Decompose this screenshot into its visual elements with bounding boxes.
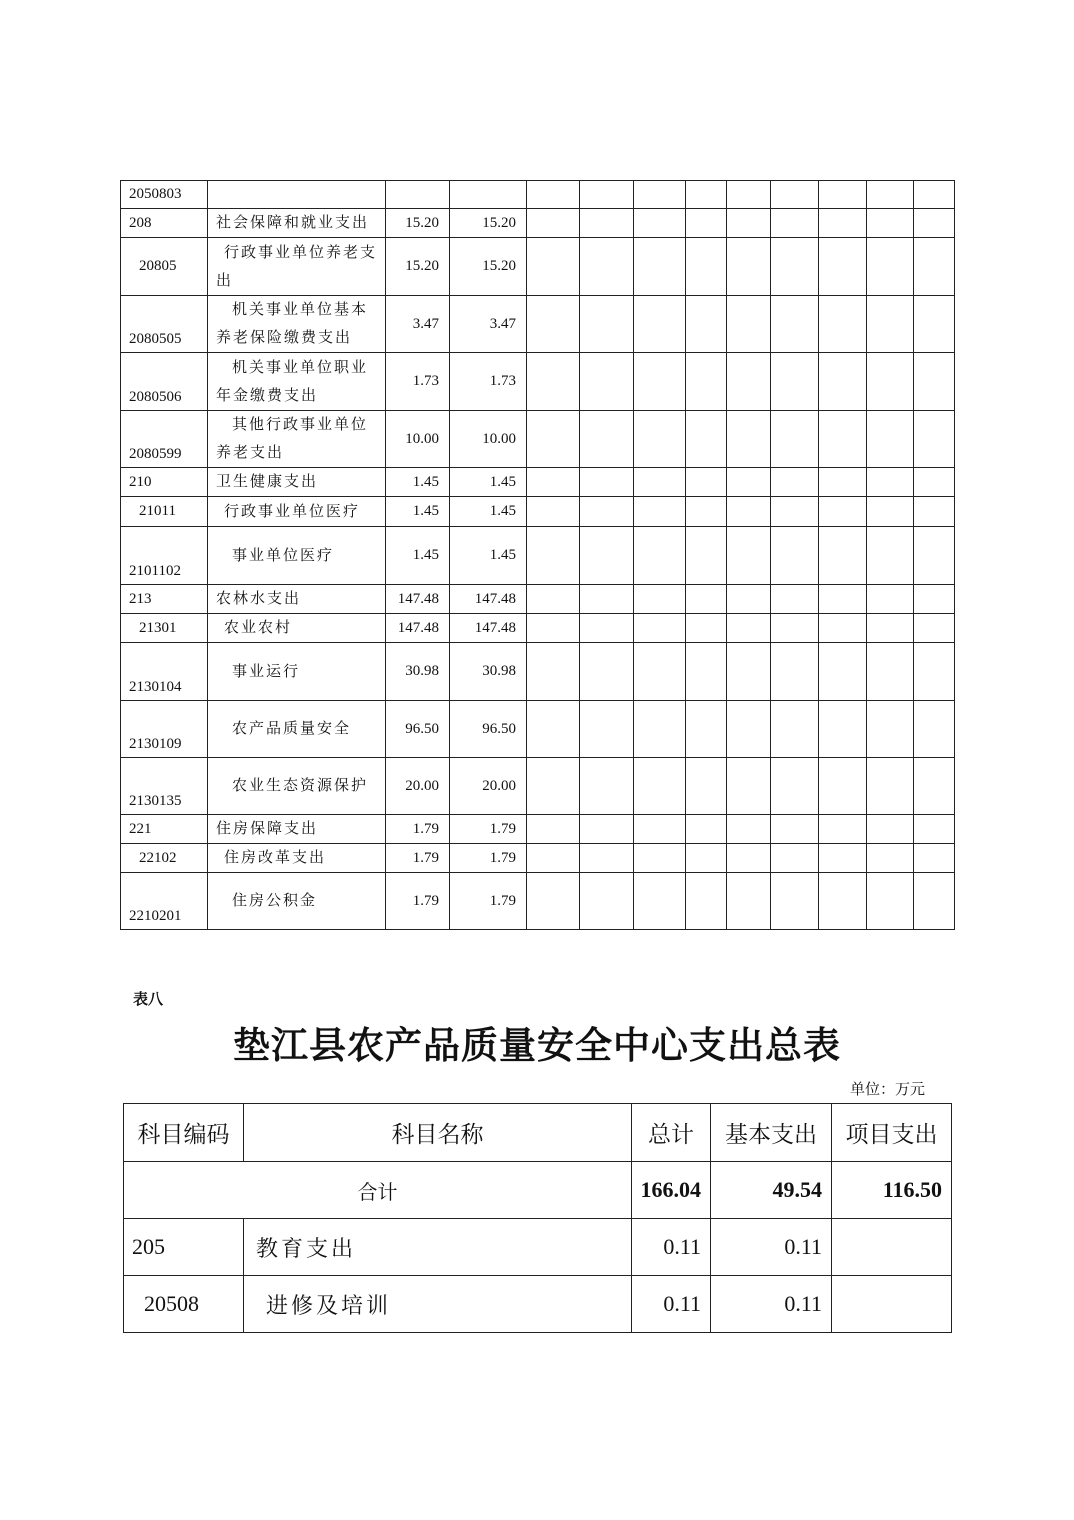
row-code: 2050803 bbox=[121, 181, 208, 209]
row-basic: 1.45 bbox=[450, 497, 527, 527]
empty-cell bbox=[819, 468, 867, 497]
row-name: 卫生健康支出 bbox=[208, 468, 386, 497]
expense-table-continued bbox=[120, 180, 955, 930]
empty-cell bbox=[686, 209, 727, 238]
empty-cell bbox=[727, 181, 771, 209]
empty-cell bbox=[727, 585, 771, 614]
empty-cell bbox=[771, 497, 819, 527]
empty-cell bbox=[634, 758, 686, 815]
row-code: 2130109 bbox=[121, 701, 208, 758]
empty-cell bbox=[914, 497, 955, 527]
empty-cell bbox=[867, 181, 914, 209]
sum-project: 116.50 bbox=[832, 1162, 952, 1219]
empty-cell bbox=[634, 238, 686, 296]
empty-cell bbox=[867, 497, 914, 527]
row-total: 147.48 bbox=[386, 614, 450, 643]
row-name: 农业生态资源保护 bbox=[208, 758, 386, 815]
empty-cell bbox=[580, 497, 634, 527]
row-code: 20508 bbox=[124, 1276, 244, 1333]
table-row bbox=[124, 1219, 952, 1276]
empty-cell bbox=[527, 643, 580, 701]
empty-cell bbox=[914, 181, 955, 209]
empty-cell bbox=[527, 614, 580, 643]
empty-cell bbox=[867, 701, 914, 758]
row-total: 20.00 bbox=[386, 758, 450, 815]
empty-cell bbox=[686, 585, 727, 614]
row-total: 15.20 bbox=[386, 209, 450, 238]
empty-cell bbox=[914, 873, 955, 930]
row-name: 机关事业单位基本养老保险缴费支出 bbox=[208, 296, 386, 353]
row-name: 农业农村 bbox=[208, 614, 386, 643]
row-total: 1.79 bbox=[386, 844, 450, 873]
empty-cell bbox=[819, 758, 867, 815]
row-code: 2080506 bbox=[121, 353, 208, 411]
sum-row bbox=[124, 1162, 952, 1219]
empty-cell bbox=[727, 815, 771, 844]
row-basic: 0.11 bbox=[711, 1276, 832, 1333]
empty-cell bbox=[727, 873, 771, 930]
row-code: 205 bbox=[124, 1219, 244, 1276]
empty-cell bbox=[771, 643, 819, 701]
header-project: 项目支出 bbox=[832, 1104, 952, 1162]
empty-cell bbox=[727, 353, 771, 411]
empty-cell bbox=[580, 643, 634, 701]
empty-cell bbox=[580, 758, 634, 815]
row-name: 农产品质量安全 bbox=[208, 701, 386, 758]
table-row bbox=[121, 815, 955, 844]
row-basic: 1.45 bbox=[450, 527, 527, 585]
empty-cell bbox=[867, 209, 914, 238]
row-code: 208 bbox=[121, 209, 208, 238]
empty-cell bbox=[686, 181, 727, 209]
table-row bbox=[121, 614, 955, 643]
empty-cell bbox=[580, 238, 634, 296]
table-row bbox=[121, 181, 955, 209]
header-name: 科目名称 bbox=[244, 1104, 632, 1162]
empty-cell bbox=[819, 815, 867, 844]
row-basic: 1.79 bbox=[450, 873, 527, 930]
row-total: 1.73 bbox=[386, 353, 450, 411]
empty-cell bbox=[771, 614, 819, 643]
empty-cell bbox=[686, 497, 727, 527]
row-total: 1.45 bbox=[386, 527, 450, 585]
empty-cell bbox=[686, 614, 727, 643]
empty-cell bbox=[634, 468, 686, 497]
empty-cell bbox=[686, 468, 727, 497]
row-name: 教育支出 bbox=[244, 1219, 632, 1276]
empty-cell bbox=[771, 701, 819, 758]
row-code: 2130135 bbox=[121, 758, 208, 815]
empty-cell bbox=[686, 701, 727, 758]
empty-cell bbox=[580, 701, 634, 758]
empty-cell bbox=[527, 209, 580, 238]
row-total bbox=[386, 181, 450, 209]
empty-cell bbox=[771, 238, 819, 296]
empty-cell bbox=[771, 411, 819, 468]
empty-cell bbox=[527, 181, 580, 209]
row-total: 96.50 bbox=[386, 701, 450, 758]
empty-cell bbox=[634, 181, 686, 209]
empty-cell bbox=[634, 411, 686, 468]
empty-cell bbox=[527, 468, 580, 497]
empty-cell bbox=[914, 844, 955, 873]
row-basic bbox=[450, 181, 527, 209]
empty-cell bbox=[580, 411, 634, 468]
row-basic: 1.79 bbox=[450, 815, 527, 844]
empty-cell bbox=[914, 701, 955, 758]
row-basic: 10.00 bbox=[450, 411, 527, 468]
row-name: 行政事业单位医疗 bbox=[208, 497, 386, 527]
row-total: 30.98 bbox=[386, 643, 450, 701]
empty-cell bbox=[771, 873, 819, 930]
row-name: 机关事业单位职业年金缴费支出 bbox=[208, 353, 386, 411]
empty-cell bbox=[867, 238, 914, 296]
table-row bbox=[121, 527, 955, 585]
empty-cell bbox=[914, 614, 955, 643]
empty-cell bbox=[527, 758, 580, 815]
empty-cell bbox=[867, 758, 914, 815]
empty-cell bbox=[914, 411, 955, 468]
expense-summary-table bbox=[123, 1103, 952, 1333]
row-project bbox=[832, 1276, 952, 1333]
empty-cell bbox=[867, 353, 914, 411]
row-name bbox=[208, 181, 386, 209]
empty-cell bbox=[914, 468, 955, 497]
empty-cell bbox=[727, 411, 771, 468]
empty-cell bbox=[771, 209, 819, 238]
table-row bbox=[121, 497, 955, 527]
table-row bbox=[121, 209, 955, 238]
row-basic: 1.79 bbox=[450, 844, 527, 873]
empty-cell bbox=[914, 353, 955, 411]
empty-cell bbox=[686, 815, 727, 844]
row-name: 住房保障支出 bbox=[208, 815, 386, 844]
row-code: 2210201 bbox=[121, 873, 208, 930]
header-basic: 基本支出 bbox=[711, 1104, 832, 1162]
empty-cell bbox=[527, 353, 580, 411]
row-code: 2101102 bbox=[121, 527, 208, 585]
row-total: 15.20 bbox=[386, 238, 450, 296]
empty-cell bbox=[867, 643, 914, 701]
table-row bbox=[121, 643, 955, 701]
row-basic: 20.00 bbox=[450, 758, 527, 815]
empty-cell bbox=[867, 815, 914, 844]
row-total: 1.79 bbox=[386, 815, 450, 844]
row-code: 2080599 bbox=[121, 411, 208, 468]
row-code: 2130104 bbox=[121, 643, 208, 701]
empty-cell bbox=[819, 296, 867, 353]
sum-total: 166.04 bbox=[632, 1162, 711, 1219]
empty-cell bbox=[634, 296, 686, 353]
empty-cell bbox=[686, 238, 727, 296]
empty-cell bbox=[727, 614, 771, 643]
table-row bbox=[121, 296, 955, 353]
empty-cell bbox=[819, 614, 867, 643]
row-code: 210 bbox=[121, 468, 208, 497]
row-name: 住房改革支出 bbox=[208, 844, 386, 873]
table-row bbox=[121, 758, 955, 815]
empty-cell bbox=[686, 643, 727, 701]
empty-cell bbox=[819, 353, 867, 411]
empty-cell bbox=[634, 497, 686, 527]
empty-cell bbox=[914, 296, 955, 353]
table-row bbox=[121, 353, 955, 411]
empty-cell bbox=[727, 296, 771, 353]
empty-cell bbox=[527, 296, 580, 353]
empty-cell bbox=[727, 758, 771, 815]
row-total: 0.11 bbox=[632, 1276, 711, 1333]
empty-cell bbox=[634, 209, 686, 238]
empty-cell bbox=[867, 873, 914, 930]
empty-cell bbox=[580, 815, 634, 844]
empty-cell bbox=[914, 585, 955, 614]
empty-cell bbox=[727, 468, 771, 497]
row-project bbox=[832, 1219, 952, 1276]
table-row bbox=[121, 701, 955, 758]
empty-cell bbox=[771, 758, 819, 815]
empty-cell bbox=[580, 181, 634, 209]
empty-cell bbox=[867, 844, 914, 873]
empty-cell bbox=[580, 468, 634, 497]
row-code: 221 bbox=[121, 815, 208, 844]
empty-cell bbox=[580, 296, 634, 353]
row-code: 22102 bbox=[121, 844, 208, 873]
row-total: 1.45 bbox=[386, 468, 450, 497]
row-name: 行政事业单位养老支出 bbox=[208, 238, 386, 296]
row-basic: 0.11 bbox=[711, 1219, 832, 1276]
table-label: 表八 bbox=[133, 992, 164, 1008]
empty-cell bbox=[819, 411, 867, 468]
empty-cell bbox=[580, 844, 634, 873]
table-row bbox=[121, 468, 955, 497]
empty-cell bbox=[686, 296, 727, 353]
empty-cell bbox=[867, 585, 914, 614]
header-row bbox=[124, 1104, 952, 1162]
empty-cell bbox=[819, 844, 867, 873]
empty-cell bbox=[771, 585, 819, 614]
row-basic: 3.47 bbox=[450, 296, 527, 353]
empty-cell bbox=[580, 353, 634, 411]
row-basic: 96.50 bbox=[450, 701, 527, 758]
header-total: 总计 bbox=[632, 1104, 711, 1162]
row-name: 事业单位医疗 bbox=[208, 527, 386, 585]
empty-cell bbox=[580, 614, 634, 643]
empty-cell bbox=[867, 296, 914, 353]
row-code: 21301 bbox=[121, 614, 208, 643]
table-row bbox=[121, 873, 955, 930]
row-name: 进修及培训 bbox=[244, 1276, 632, 1333]
row-name: 住房公积金 bbox=[208, 873, 386, 930]
empty-cell bbox=[527, 844, 580, 873]
empty-cell bbox=[914, 758, 955, 815]
empty-cell bbox=[686, 873, 727, 930]
empty-cell bbox=[634, 844, 686, 873]
row-total: 147.48 bbox=[386, 585, 450, 614]
empty-cell bbox=[527, 497, 580, 527]
row-name: 事业运行 bbox=[208, 643, 386, 701]
empty-cell bbox=[914, 815, 955, 844]
row-total: 1.45 bbox=[386, 497, 450, 527]
empty-cell bbox=[634, 585, 686, 614]
table-row bbox=[121, 844, 955, 873]
empty-cell bbox=[527, 238, 580, 296]
table-row bbox=[121, 585, 955, 614]
row-code: 2080505 bbox=[121, 296, 208, 353]
empty-cell bbox=[771, 468, 819, 497]
row-total: 1.79 bbox=[386, 873, 450, 930]
empty-cell bbox=[819, 238, 867, 296]
empty-cell bbox=[771, 527, 819, 585]
row-basic: 147.48 bbox=[450, 614, 527, 643]
empty-cell bbox=[634, 527, 686, 585]
empty-cell bbox=[771, 815, 819, 844]
table-row bbox=[121, 411, 955, 468]
empty-cell bbox=[819, 701, 867, 758]
row-total: 3.47 bbox=[386, 296, 450, 353]
header-code: 科目编码 bbox=[124, 1104, 244, 1162]
row-name: 其他行政事业单位养老支出 bbox=[208, 411, 386, 468]
empty-cell bbox=[727, 701, 771, 758]
empty-cell bbox=[867, 614, 914, 643]
empty-cell bbox=[727, 527, 771, 585]
empty-cell bbox=[819, 585, 867, 614]
table-row bbox=[121, 238, 955, 296]
empty-cell bbox=[771, 181, 819, 209]
empty-cell bbox=[867, 411, 914, 468]
empty-cell bbox=[819, 209, 867, 238]
sum-basic: 49.54 bbox=[711, 1162, 832, 1219]
empty-cell bbox=[819, 527, 867, 585]
empty-cell bbox=[686, 527, 727, 585]
empty-cell bbox=[527, 701, 580, 758]
empty-cell bbox=[867, 468, 914, 497]
empty-cell bbox=[914, 527, 955, 585]
table-row bbox=[124, 1276, 952, 1333]
row-basic: 1.73 bbox=[450, 353, 527, 411]
empty-cell bbox=[580, 209, 634, 238]
empty-cell bbox=[771, 353, 819, 411]
row-code: 21011 bbox=[121, 497, 208, 527]
empty-cell bbox=[686, 411, 727, 468]
empty-cell bbox=[914, 643, 955, 701]
empty-cell bbox=[914, 238, 955, 296]
empty-cell bbox=[819, 643, 867, 701]
empty-cell bbox=[771, 296, 819, 353]
row-basic: 15.20 bbox=[450, 238, 527, 296]
row-basic: 15.20 bbox=[450, 209, 527, 238]
empty-cell bbox=[727, 238, 771, 296]
row-name: 农林水支出 bbox=[208, 585, 386, 614]
empty-cell bbox=[727, 844, 771, 873]
empty-cell bbox=[914, 209, 955, 238]
empty-cell bbox=[634, 873, 686, 930]
empty-cell bbox=[580, 527, 634, 585]
empty-cell bbox=[819, 873, 867, 930]
empty-cell bbox=[686, 844, 727, 873]
empty-cell bbox=[634, 614, 686, 643]
row-name: 社会保障和就业支出 bbox=[208, 209, 386, 238]
empty-cell bbox=[727, 643, 771, 701]
empty-cell bbox=[634, 643, 686, 701]
row-basic: 147.48 bbox=[450, 585, 527, 614]
empty-cell bbox=[527, 585, 580, 614]
row-code: 213 bbox=[121, 585, 208, 614]
page-title: 垫江县农产品质量安全中心支出总表 bbox=[233, 1026, 841, 1067]
row-basic: 1.45 bbox=[450, 468, 527, 497]
empty-cell bbox=[727, 497, 771, 527]
sum-label: 合计 bbox=[124, 1162, 632, 1219]
empty-cell bbox=[634, 353, 686, 411]
empty-cell bbox=[527, 527, 580, 585]
empty-cell bbox=[819, 497, 867, 527]
row-total: 10.00 bbox=[386, 411, 450, 468]
empty-cell bbox=[819, 181, 867, 209]
empty-cell bbox=[527, 815, 580, 844]
empty-cell bbox=[634, 701, 686, 758]
empty-cell bbox=[580, 873, 634, 930]
row-total: 0.11 bbox=[632, 1219, 711, 1276]
empty-cell bbox=[686, 353, 727, 411]
empty-cell bbox=[634, 815, 686, 844]
empty-cell bbox=[686, 758, 727, 815]
row-basic: 30.98 bbox=[450, 643, 527, 701]
empty-cell bbox=[867, 527, 914, 585]
row-code: 20805 bbox=[121, 238, 208, 296]
empty-cell bbox=[580, 585, 634, 614]
empty-cell bbox=[771, 844, 819, 873]
empty-cell bbox=[727, 209, 771, 238]
empty-cell bbox=[527, 873, 580, 930]
empty-cell bbox=[527, 411, 580, 468]
unit-label: 单位：万元 bbox=[850, 1082, 926, 1098]
